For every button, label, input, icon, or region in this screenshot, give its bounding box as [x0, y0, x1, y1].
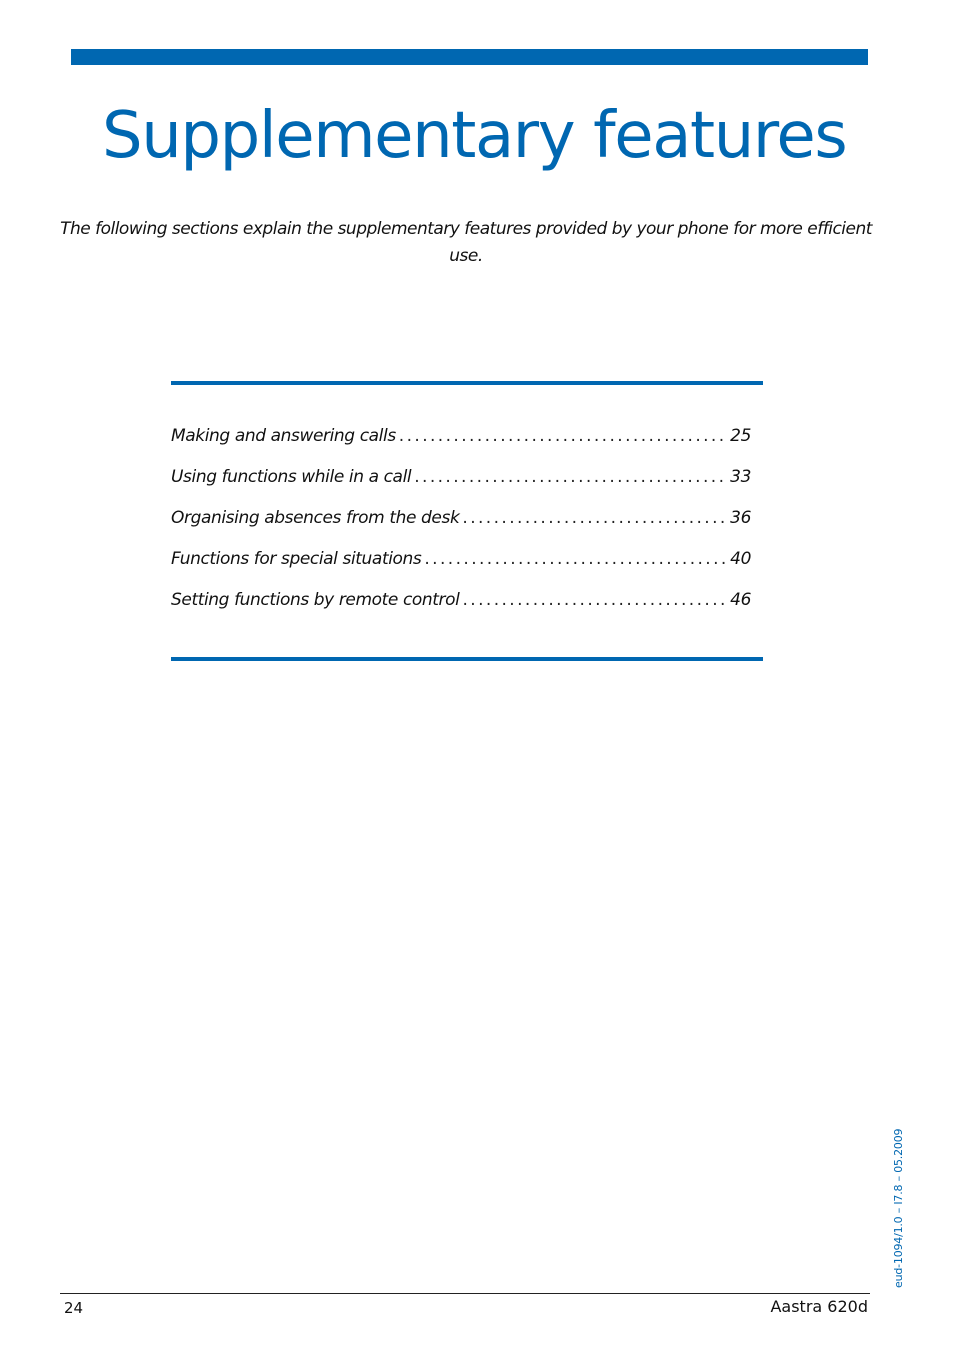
toc-entry-page: 33 [730, 467, 751, 487]
toc-dot-leader [424, 544, 727, 574]
toc-dot-leader [462, 585, 727, 615]
toc-entry-page: 46 [730, 590, 751, 610]
intro-paragraph: The following sections explain the supplementary features provided by your phone for more efficient use. [60, 219, 872, 266]
toc-top-divider [171, 381, 763, 385]
product-name: Aastra 620d [770, 1297, 868, 1316]
toc-entry-page: 40 [730, 549, 751, 569]
toc-entry-title: Making and answering calls [171, 426, 396, 446]
toc-entry-page: 25 [730, 426, 751, 446]
toc-bottom-divider [171, 657, 763, 661]
document-code: eud-1094/1.0 – I7.8 – 05.2009 [892, 1128, 905, 1288]
toc-entry-special-situations[interactable] [171, 544, 751, 585]
footer-divider [60, 1293, 870, 1294]
toc-dot-leader [462, 503, 727, 533]
toc-dot-leader [399, 421, 727, 451]
toc-entry-title: Using functions while in a call [171, 467, 412, 487]
toc-entry-absences[interactable] [171, 503, 751, 544]
page-number: 24 [64, 1299, 84, 1317]
header-accent-bar [71, 49, 868, 65]
toc-entry-title: Setting functions by remote control [171, 590, 460, 610]
toc-entry-title: Organising absences from the desk [171, 508, 460, 528]
page-title: Supplementary features [102, 99, 847, 173]
toc-entry-making-answering-calls[interactable] [171, 421, 751, 462]
toc-entry-page: 36 [730, 508, 751, 528]
table-of-contents [171, 421, 751, 626]
toc-entry-title: Functions for special situations [171, 549, 422, 569]
toc-entry-functions-in-call[interactable] [171, 462, 751, 503]
toc-entry-remote-control[interactable] [171, 585, 751, 626]
toc-dot-leader [414, 462, 727, 492]
